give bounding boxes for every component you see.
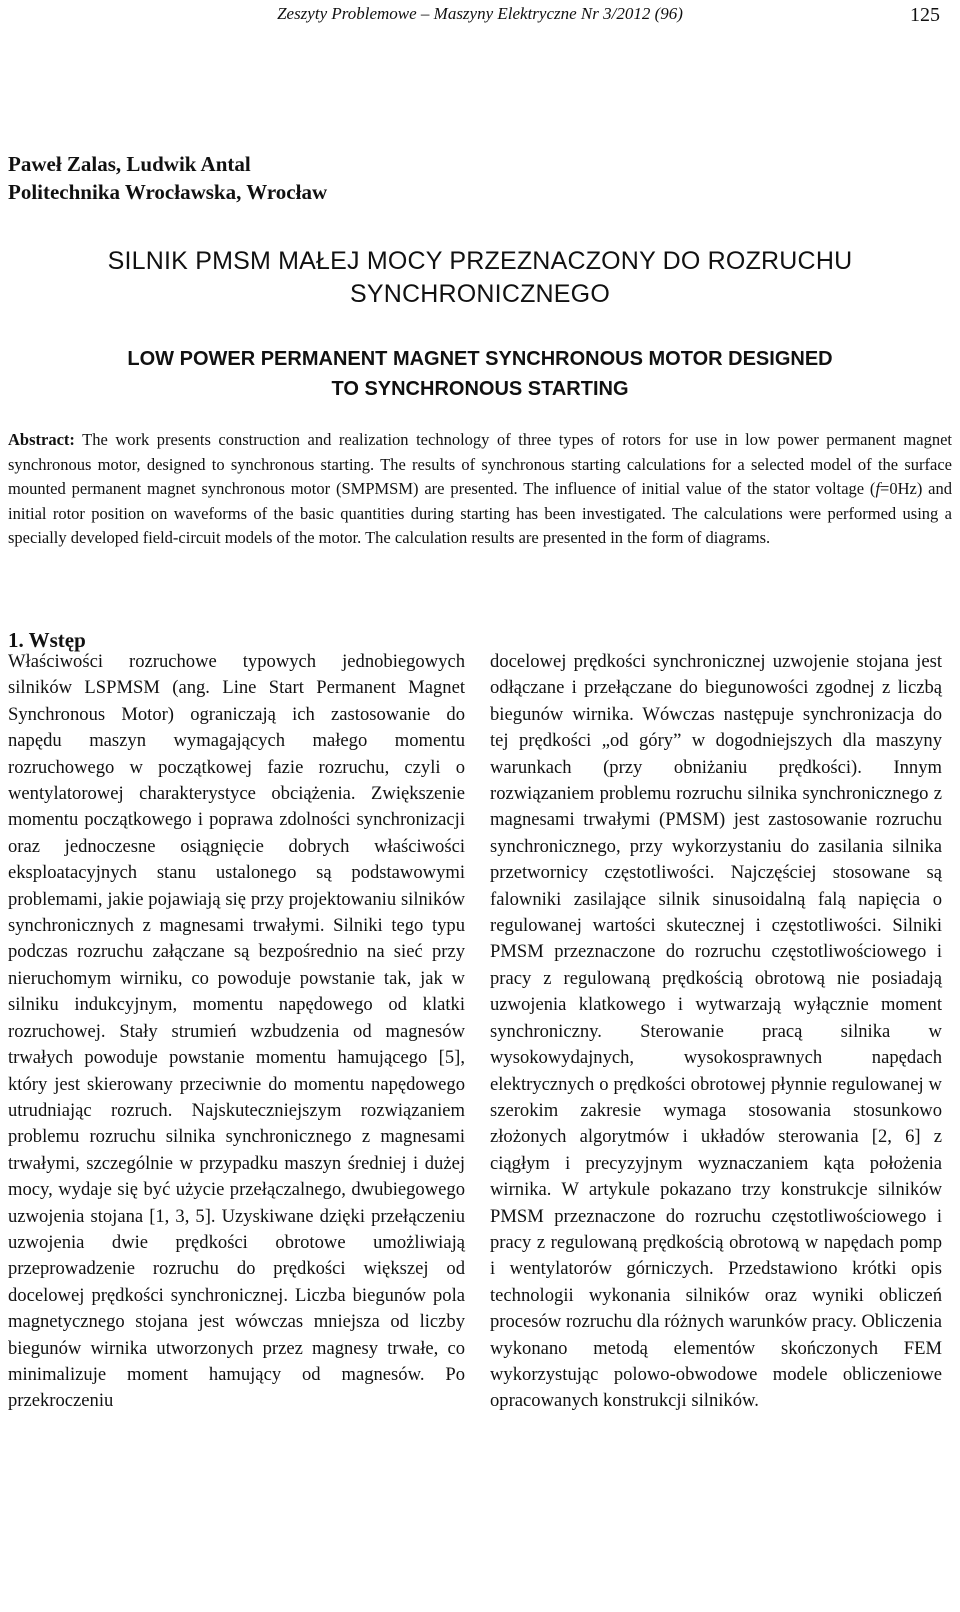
abstract-text-part1: The work presents construction and realization technology of three types of rotors for use in low power permanent magnet synchronous motor, designed to synchronous starting. The results of synchronous starting calculations for a selected model of the surface mounted permanent magnet synchronous motor (SMPMSM) are presented. The influence of initial value of the stator voltage ( [8,430,952,498]
body-text-right: docelowej prędkości synchronicznej uzwojenie stojana jest odłączane i przełączane do biegunowości zgodnej z liczbą biegunów wirnika. Wówczas następuje synchronizacja do tej prędkości „od góry” w dogodniejszych dla maszyny warunkach (przy obniżaniu prędkości). Innym rozwiązaniem problemu rozruchu silnika synchronicznego z magnesami trwałymi (PMSM) jest zastosowanie rozruchu synchronicznego, przy wykorzystaniu do zasilania silnika przetwornicy częstotliwości. Najczęściej stosowane są falowniki zasilające silnik sinusoidalną falą napięcia o regulowanej wartości skutecznej i częstotliwości. Silniki PMSM przeznaczone do rozruchu częstotliwościowego i pracy z regulowaną prędkością obrotową nie posiadają uzwojenia klatkowego i wytwarzają wyłącznie moment synchroniczny. Sterowanie pracą silnika w wysokowydajnych, wysokosprawnych napędach elektrycznych o prędkości obrotowej płynnie regulowanej w szerokim zakresie wymaga stosowania stosunkowo złożonych algorytmów i układów sterowania [2, 6] z ciągłym i precyzyjnym wyznaczaniem kąta położenia wirnika. W artykule pokazano trzy konstrukcje silników PMSM przeznaczone do rozruchu częstotliwościowego i pracy z regulowaną prędkością obrotową w napędach pomp i wentylatorów górniczych. Przedstawiono krótki opis technologii wykonania silników oraz wyniki obliczeń procesów rozruchu dla różnych warunków pracy. Obliczenia wykonano metodą elementów skończonych FEM wykorzystując polowo-obwodowe modele obliczeniowe opracowanych konstrukcji silników. [490,651,942,1412]
frequency-symbol: f [875,479,881,498]
section-heading-introduction: 1. Wstęp [8,628,86,652]
title-pl-line2: SYNCHRONICZNEGO [350,280,610,308]
title-en-line2: TO SYNCHRONOUS STARTING [331,378,629,400]
author-affiliation: Politechnika Wrocławska, Wrocław [8,180,328,204]
author-block [8,150,327,206]
title-en-line1: LOW POWER PERMANENT MAGNET SYNCHRONOUS MOTOR DESIGNED [127,348,833,370]
abstract-text-part2: =0Hz) and initial rotor position on waveforms of the basic quantities during starting has been investigated. The calculations were performed using a specially developed field-circuit models of the motor. The calculation results are presented in the form of diagrams. [8,479,952,547]
body-text-left: Właściwości rozruchowe typowych jednobiegowych silników LSPMSM (ang. Line Start Permanent Magnet Synchronous Motor) ograniczają ich zastosowanie do napędu maszyn wymagających małego momentu rozruchowego w początkowej fazie rozruchu, czyli o wentylatorowej charakterystyce obciążenia. Zwiększenie momentu początkowego i poprawa zdolności synchronizacji oraz jednoczesne osiągnięcie dobrych właściwości eksploatacyjnych stanu ustalonego są podstawowymi problemami, jakie pojawiają się przy projektowaniu silników synchronicznych z magnesami trwałymi. Silniki tego typu podczas rozruchu załączane są bezpośrednio na sieć przy nieruchomym wirniku, co powoduje powstanie tak, jak w silniku indukcyjnym, momentu napędowego od klatki rozruchowej. Stały strumień wzbudzenia od magnesów trwałych powoduje powstanie momentu hamującego [5], który jest skierowany przeciwnie do momentu napędowego utrudniając rozruch. Najskuteczniejszym rozwiązaniem problemu rozruchu silnika synchronicznego z magnesami trwałymi, szczególnie w przypadku maszyn średniej i dużej mocy, wydaje się być użycie przełączalnego, dwubiegowego uzwojenia stojana [1, 3, 5]. Uzyskiwane dzięki przełączeniu uzwojenia dwie prędkości obrotowe umożliwiają przeprowadzenie rozruchu do prędkości większej od docelowej prędkości synchronicznej. Liczba biegunów pola magnetycznego stojana jest wówczas mniejsza od liczby biegunów wirnika utworzonych przez magnesy trwałe, co minimalizuje moment hamujący od magnesów. Po przekroczeniu [8,651,465,1412]
page-number: 125 [910,4,940,26]
paper-title-polish [0,245,960,311]
paper-title-english [0,344,960,404]
title-pl-line1: SILNIK PMSM MAŁEJ MOCY PRZEZNACZONY DO ROZRUCHU [107,247,853,275]
abstract [8,428,952,551]
body-column-right [490,649,942,1415]
abstract-label: Abstract: [8,430,75,449]
author-names: Paweł Zalas, Ludwik Antal [8,152,251,176]
body-column-left [8,649,465,1415]
journal-header: Zeszyty Problemowe – Maszyny Elektryczne Nr 3/2012 (96) [277,4,683,23]
